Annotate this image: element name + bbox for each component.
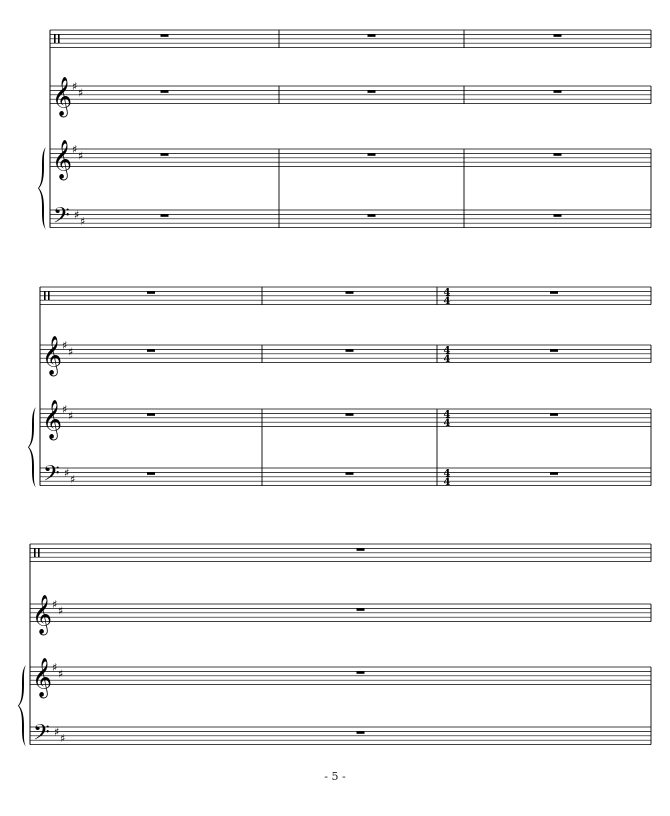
percussion-clef-icon — [38, 548, 40, 557]
bass-clef-icon: 𝄢 — [43, 461, 60, 492]
whole-rest-icon — [368, 214, 376, 216]
sharp-icon: ♯ — [64, 466, 70, 480]
staff-percussion — [50, 30, 651, 48]
whole-rest-icon — [554, 214, 562, 216]
whole-rest-icon — [161, 153, 169, 155]
whole-rest-icon — [550, 413, 558, 415]
bass-clef-icon: 𝄢 — [33, 720, 50, 751]
time-signature-numerator: 4 — [443, 409, 451, 421]
whole-rest-icon — [346, 413, 354, 415]
bass-clef-icon: 𝄢 — [53, 203, 70, 234]
percussion-clef-icon — [48, 291, 50, 300]
percussion-clef-icon — [58, 34, 60, 43]
sharp-icon: ♯ — [80, 215, 86, 228]
sharp-icon: ♯ — [70, 473, 76, 486]
time-signature-denominator: 4 — [443, 354, 451, 366]
whole-rest-icon — [161, 214, 169, 216]
treble-clef-icon: 𝄞 — [42, 399, 63, 440]
treble-clef-icon: 𝄞 — [52, 139, 73, 180]
staff-percussion — [40, 287, 651, 307]
staff-percussion — [30, 544, 651, 562]
sharp-icon: ♯ — [62, 403, 68, 416]
whole-rest-icon — [550, 472, 558, 474]
system — [18, 544, 651, 751]
whole-rest-icon — [147, 413, 155, 415]
treble-clef-icon: 𝄞 — [42, 335, 63, 376]
system — [28, 287, 651, 492]
sharp-icon: ♯ — [58, 604, 64, 618]
whole-rest-icon — [346, 291, 354, 293]
sharp-icon: ♯ — [52, 598, 58, 611]
brace-icon — [28, 407, 36, 488]
sharp-icon: ♯ — [74, 208, 80, 222]
whole-rest-icon — [554, 90, 562, 92]
staff-treble — [40, 336, 651, 377]
whole-rest-icon — [161, 34, 169, 36]
staff-treble — [50, 77, 651, 118]
sharp-icon: ♯ — [78, 86, 84, 100]
staff-treble — [30, 595, 651, 636]
sharp-icon: ♯ — [58, 667, 64, 681]
treble-clef-icon: 𝄞 — [32, 594, 53, 635]
staff-piano-right — [50, 140, 651, 181]
whole-rest-icon — [357, 608, 365, 610]
treble-clef-icon: 𝄞 — [52, 76, 73, 117]
percussion-clef-icon — [34, 548, 36, 557]
sharp-icon: ♯ — [72, 143, 78, 156]
staff-piano-left — [40, 462, 651, 492]
percussion-clef-icon — [54, 34, 56, 43]
staff-piano-right — [40, 400, 651, 441]
whole-rest-icon — [554, 153, 562, 155]
time-signature-numerator: 4 — [443, 468, 451, 480]
time-signature-denominator: 4 — [443, 477, 451, 489]
whole-rest-icon — [147, 291, 155, 293]
sharp-icon: ♯ — [68, 345, 74, 359]
time-signature-numerator: 4 — [443, 345, 451, 357]
whole-rest-icon — [357, 671, 365, 673]
staff-piano-left — [30, 721, 651, 751]
brace-icon — [38, 147, 46, 230]
whole-rest-icon — [368, 34, 376, 36]
time-signature-denominator: 4 — [443, 418, 451, 430]
whole-rest-icon — [554, 34, 562, 36]
page-number: - 5 - — [324, 770, 346, 783]
system — [38, 30, 651, 234]
sharp-icon: ♯ — [60, 732, 66, 745]
whole-rest-icon — [147, 349, 155, 351]
whole-rest-icon — [368, 153, 376, 155]
whole-rest-icon — [357, 731, 365, 733]
staff-piano-right — [30, 658, 651, 699]
whole-rest-icon — [346, 472, 354, 474]
whole-rest-icon — [550, 349, 558, 351]
staff-piano-left — [50, 204, 651, 234]
sharp-icon: ♯ — [68, 409, 74, 423]
sharp-icon: ♯ — [52, 661, 58, 674]
whole-rest-icon — [550, 291, 558, 293]
whole-rest-icon — [346, 349, 354, 351]
whole-rest-icon — [147, 472, 155, 474]
whole-rest-icon — [161, 90, 169, 92]
treble-clef-icon: 𝄞 — [32, 657, 53, 698]
whole-rest-icon — [357, 548, 365, 550]
whole-rest-icon — [368, 90, 376, 92]
sharp-icon: ♯ — [78, 149, 84, 163]
time-signature-denominator: 4 — [443, 296, 451, 308]
sharp-icon: ♯ — [72, 80, 78, 93]
sharp-icon: ♯ — [54, 725, 60, 739]
percussion-clef-icon — [44, 291, 46, 300]
sharp-icon: ♯ — [62, 339, 68, 352]
time-signature-numerator: 4 — [443, 287, 451, 299]
brace-icon — [18, 665, 26, 747]
